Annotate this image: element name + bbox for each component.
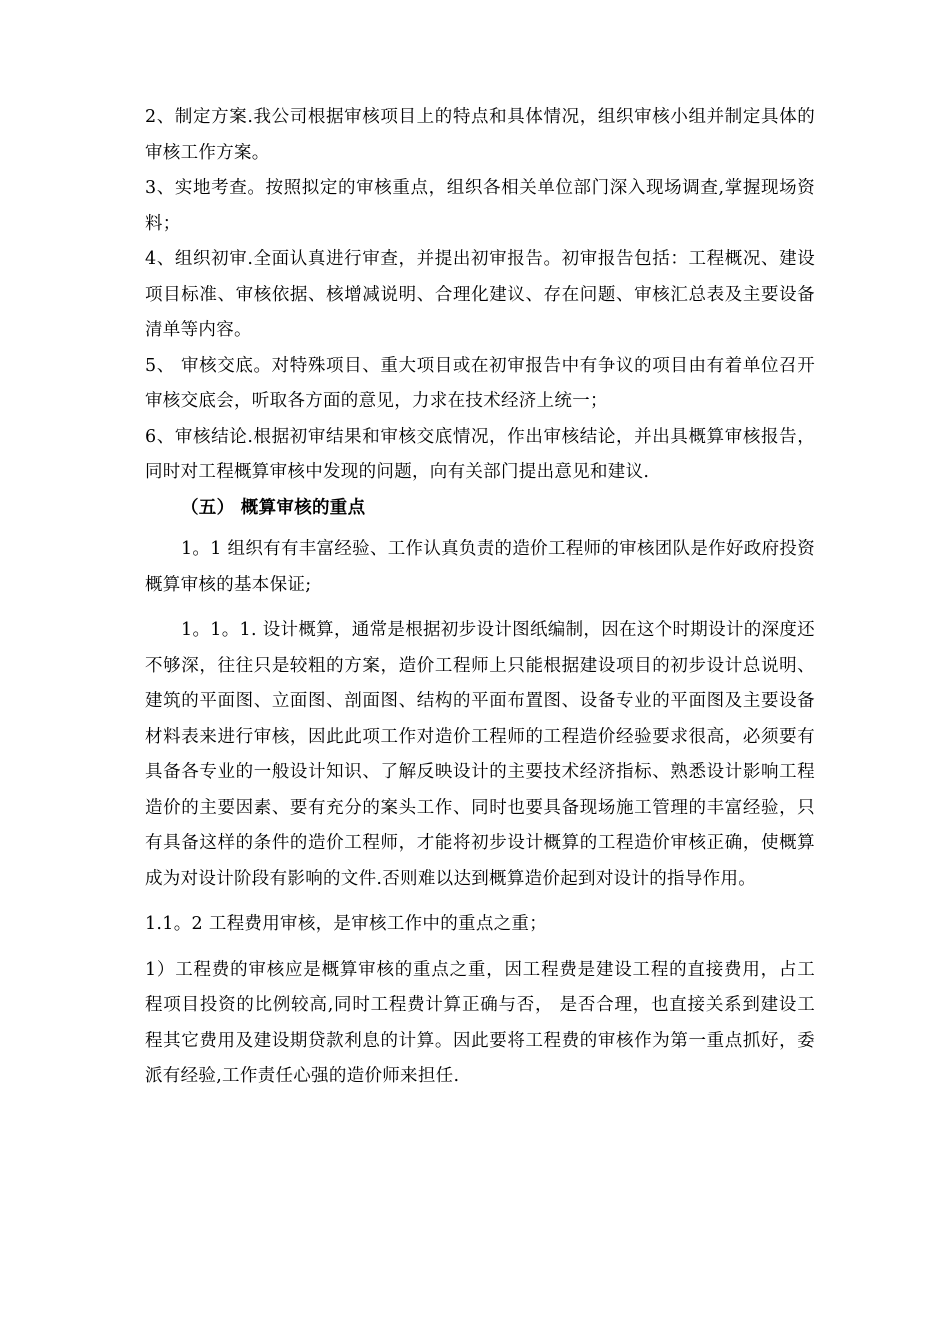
- paragraph-step-6: 6、审核结论.根据初审结果和审核交底情况，作出审核结论，并出具概算审核报告，同时对工程概算审核中发现的问题，向有关部门提出意见和建议.: [145, 426, 815, 482]
- paragraph-1-1-2: 1.1。2 工程费用审核，是审核工作中的重点之重；: [145, 914, 548, 934]
- paragraph-step-3: 3、实地考查。按照拟定的审核重点，组织各相关单位部门深入现场调查,掌握现场资料；: [145, 178, 815, 234]
- paragraph-1-1: 1。1 组织有有丰富经验、工作认真负责的造价工程师的审核团队是作好政府投资概算审核的基本保证;: [145, 539, 815, 595]
- document-body: [145, 100, 815, 1095]
- paragraph-step-4: 4、组织初审.全面认真进行审查，并提出初审报告。初审报告包括：工程概况、建设项目标准、审核依据、核增减说明、合理化建议、存在问题、审核汇总表及主要设备清单等内容。: [145, 249, 815, 340]
- paragraph-step-2: 2、制定方案.我公司根据审核项目上的特点和具体情况，组织审核小组并制定具体的审核工作方案。: [145, 107, 815, 163]
- paragraph-1-1-1: 1。1。1. 设计概算，通常是根据初步设计图纸编制，因在这个时期设计的深度还不够深，往往只是较粗的方案，造价工程师上只能根据建设项目的初步设计总说明、建筑的平面图、立面图、剖面图、结构的平面布置图、设备专业的平面图及主要设备材料表来进行审核，因此此项工作对造价工程师的工程造价经验要求很高，必须要有具备各专业的一般设计知识、了解反映设计的主要技术经济指标、熟悉设计影响工程造价的主要因素、要有充分的案头工作、同时也要具备现场施工管理的丰富经验，只有具备这样的条件的造价工程师，才能将初步设计概算的工程造价审核正确，使概算成为对设计阶段有影响的文件.否则难以达到概算造价起到对设计的指导作用。: [145, 620, 815, 889]
- section-heading: （五） 概算审核的重点: [181, 497, 366, 518]
- paragraph-step-5: 5、 审核交底。对特殊项目、重大项目或在初审报告中有争议的项目由有着单位召开审核交底会，听取各方面的意见，力求在技术经济上统一；: [145, 355, 815, 411]
- paragraph-item-1: 1）工程费的审核应是概算审核的重点之重，因工程费是建设工程的直接费用，占工程项目投资的比例较高,同时工程费计算正确与否， 是否合理，也直接关系到建设工程其它费用及建设期贷款利息的计算。因此要将工程费的审核作为第一重点抓好，委派有经验,工作责任心强的造价师来担任.: [145, 959, 815, 1086]
